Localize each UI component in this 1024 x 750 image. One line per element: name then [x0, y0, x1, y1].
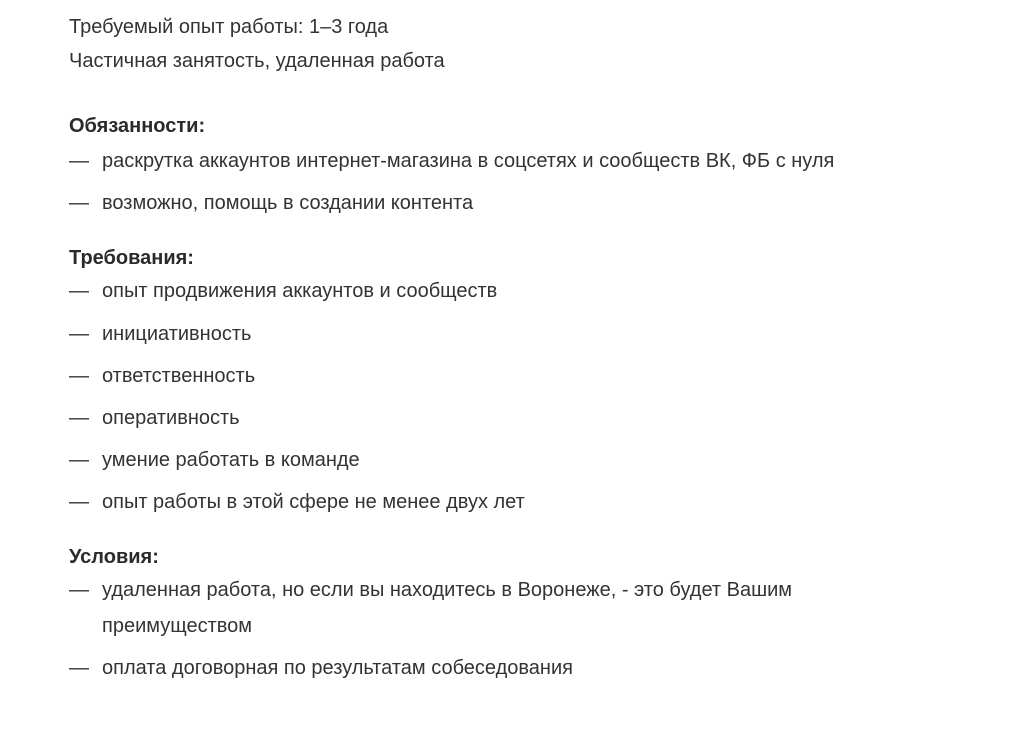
list-item: — удаленная работа, но если вы находитесь в Воронеже, - это будет Вашим преимуществом [69, 572, 1024, 644]
dash-bullet: — [69, 407, 89, 429]
experience-requirement: Требуемый опыт работы: 1–3 года [69, 16, 389, 38]
dash-bullet: — [69, 280, 89, 302]
dash-bullet: — [69, 365, 89, 387]
list-item: — опыт работы в этой сфере не менее двух лет [69, 484, 1024, 520]
list-item: — раскрутка аккаунтов интернет-магазина в соцсетях и сообществ ВК, ФБ с нуля [69, 143, 1024, 179]
list-item: — ответственность [69, 358, 1024, 394]
dash-bullet: — [69, 323, 89, 345]
section-duties [69, 111, 1024, 221]
list-item: — умение работать в команде [69, 442, 1024, 478]
dash-bullet: — [69, 192, 89, 214]
dash-bullet: — [69, 150, 89, 172]
section-conditions [69, 542, 1024, 686]
section-requirements [69, 243, 1024, 520]
employment-type: Частичная занятость, удаленная работа [69, 50, 445, 72]
list-item: — опыт продвижения аккаунтов и сообществ [69, 273, 1024, 309]
section-title-duties: Обязанности: [69, 115, 206, 137]
list-item: — возможно, помощь в создании контента [69, 185, 1024, 221]
dash-bullet: — [69, 579, 89, 601]
section-title-conditions: Условия: [69, 546, 159, 568]
section-title-requirements: Требования: [69, 247, 194, 269]
dash-bullet: — [69, 491, 89, 513]
list-item: — инициативность [69, 316, 1024, 352]
list-item: — оплата договорная по результатам собеседования [69, 650, 1024, 686]
dash-bullet: — [69, 657, 89, 679]
list-item: — оперативность [69, 400, 1024, 436]
dash-bullet: — [69, 449, 89, 471]
